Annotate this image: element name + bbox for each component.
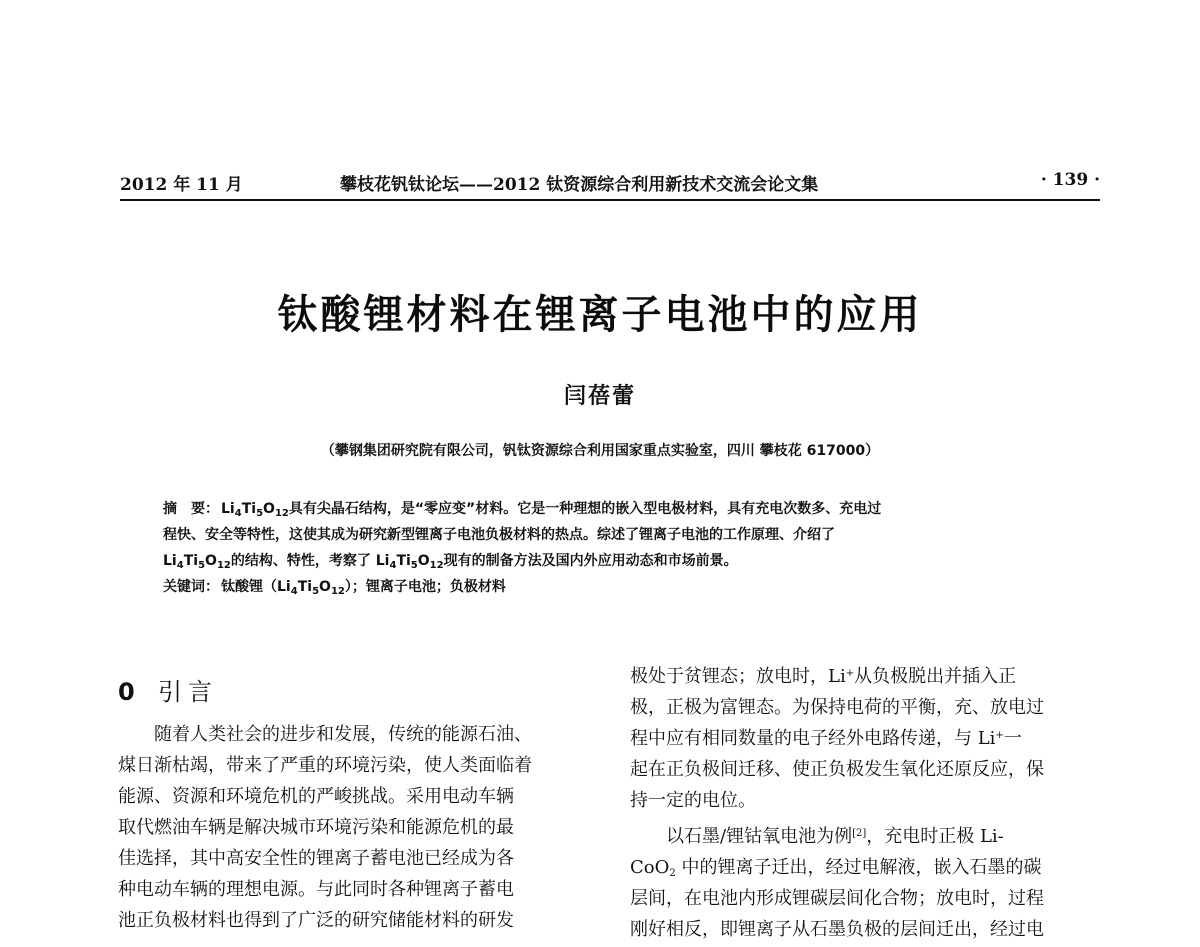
abstract-line [163,548,1043,574]
keyword-text: ）；锂离子电池；负极材料 [344,579,506,595]
header-page-number: · 139 · [1040,170,1100,190]
formula: $Li_4Ti_5O_{12}$ [221,501,289,519]
abstract [163,496,1043,600]
keyword-text: 钛酸锂（ [221,579,277,595]
body-line: 层间，在电池内形成锂碳层间化合物；放电时，过程 [630,888,1044,909]
header-rule [120,199,1100,201]
formula: $Li_4Ti_5O_{12}$ [163,553,231,571]
abstract-text: 程快、安全等特性，这使其成为研究新型锂离子电池负极材料的热点。综述了锂离子电池的工作原理、介绍了 [163,527,835,543]
abstract-text: 具有尖晶石结构，是“零应变”材料。它是一种理想的嵌入型电极材料，具有充电次数多、充电过 [288,501,882,517]
keywords-label: 关键词： [163,579,219,595]
abstract-text: 现有的制备方法及国内外应用动态和市场前景。 [443,553,738,569]
body-line: 煤日渐枯竭，带来了严重的环境污染，使人类面临着 [118,755,532,776]
section-heading [118,672,218,707]
section-number: 0 [118,678,135,706]
section-title: 引言 [158,678,218,706]
body-line: 极，正极为富锂态。为保持电荷的平衡，充、放电过 [630,697,1044,718]
body-line: 极处于贫锂态；放电时，Li+从负极脱出并插入正 [630,666,1017,687]
body-line: 取代燃油车辆是解决城市环境污染和能源危机的最 [118,817,514,838]
body-line: 刚好相反，即锂离子从石墨负极的层间迁出，经过电 [630,919,1044,940]
citation-ref: [2] [852,828,867,839]
paper-title: 钛酸锂材料在锂离子电池中的应用 [277,292,923,338]
body-line: 随着人类社会的进步和发展，传统的能源石油、 [118,724,532,745]
header-journal-title: 攀枝花钒钛论坛——2012 钛资源综合利用新技术交流会论文集 [340,175,819,195]
formula: $Li_4Ti_5O_{12}$ [277,579,345,597]
body-line: 能源、资源和环境危机的严峻挑战。采用电动车辆 [118,786,514,807]
body-line: 池正负极材料也得到了广泛的研究储能材料的研发 [118,910,514,931]
abstract-label: 摘 要： [163,501,219,517]
author-affiliation: （攀钢集团研究院有限公司，钒钛资源综合利用国家重点实验室，四川 攀枝花 617000） [320,443,880,459]
header-date: 2012 年 11 月 [120,175,243,195]
body-line: 以石墨/锂钴氧电池为例[2]，充电时正极 Li- [630,826,1004,847]
abstract-line [163,496,1043,522]
body-line: 佳选择，其中高安全性的锂离子蓄电池已经成为各 [118,848,514,869]
body-line: 种电动车辆的理想电源。与此同时各种锂离子蓄电 [118,879,514,900]
body-line: 起在正负极间迁移、使正负极发生氧化还原反应，保 [630,759,1044,780]
formula: $Li_4Ti_5O_{12}$ [375,553,444,571]
abstract-line [163,522,1043,548]
body-line: 程中应有相同数量的电子经外电路传递，与 Li+一 [630,728,1022,749]
running-header [120,170,1100,200]
body-line: 持一定的电位。 [630,790,756,811]
keywords [163,574,1043,600]
abstract-text: 的结构、特性，考察了 [230,553,371,569]
author-name: 闫蓓蕾 [563,383,636,409]
body-line: CoO$_2$ 中的锂离子迁出，经过电解液，嵌入石墨的碳 [630,857,1042,879]
